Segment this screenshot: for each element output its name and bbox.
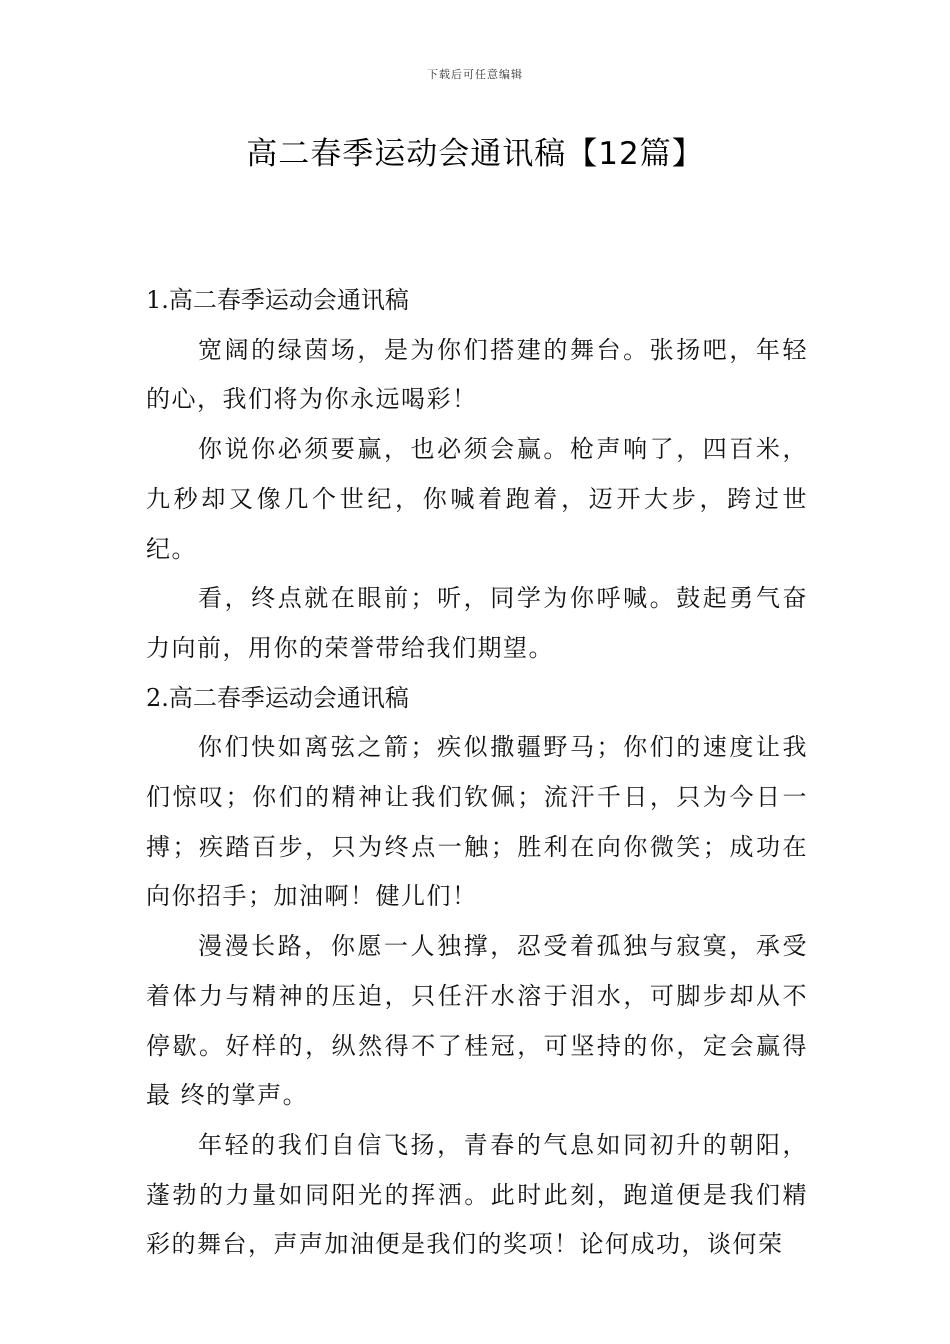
- document-body: [146, 276, 808, 1270]
- section-2: [146, 674, 808, 1270]
- paragraph: 看，终点就在眼前；听，同学为你呼喊。鼓起勇气奋力向前，用你的荣誉带给我们期望。: [146, 584, 808, 662]
- section-heading: 2.高二春季运动会通讯稿: [146, 683, 409, 712]
- paragraph: 年轻的我们自信飞扬，青春的气息如同初升的朝阳，蓬勃的力量如同阳光的挥洒。此时此刻，跑道便是我们精彩的舞台，声声加油便是我们的奖项！论何成功，谈何荣: [146, 1130, 808, 1259]
- section-heading: 1.高二春季运动会通讯稿: [146, 286, 409, 314]
- paragraph: 宽阔的绿茵场，是为你们搭建的舞台。张扬吧，年轻的心，我们将为你永远喝彩！: [146, 335, 808, 414]
- paragraph: 你们快如离弦之箭；疾似撒疆野马；你们的速度让我们惊叹；你们的精神让我们钦佩；流汗千日，只为今日一搏；疾踏百步，只为终点一触；胜利在向你微笑；成功在向你招手；加油啊！健儿们！: [146, 733, 808, 911]
- paragraph: 你说你必须要赢，也必须会赢。枪声响了，四百米，九秒却又像几个世纪，你喊着跑着，迈开大步，跨过世纪。: [146, 435, 808, 563]
- paragraph: 漫漫长路，你愿一人独撑，忍受着孤独与寂寞，承受着体力与精神的压迫，只任汗水溶于泪水，可脚步却从不停歇。好样的，纵然得不了桂冠，可坚持的你，定会赢得最 终的掌声。: [146, 932, 808, 1110]
- document-title: 高二春季运动会通讯稿【12篇】: [246, 136, 704, 172]
- header-note: 下载后可任意编辑: [427, 68, 523, 81]
- section-1: [146, 276, 808, 674]
